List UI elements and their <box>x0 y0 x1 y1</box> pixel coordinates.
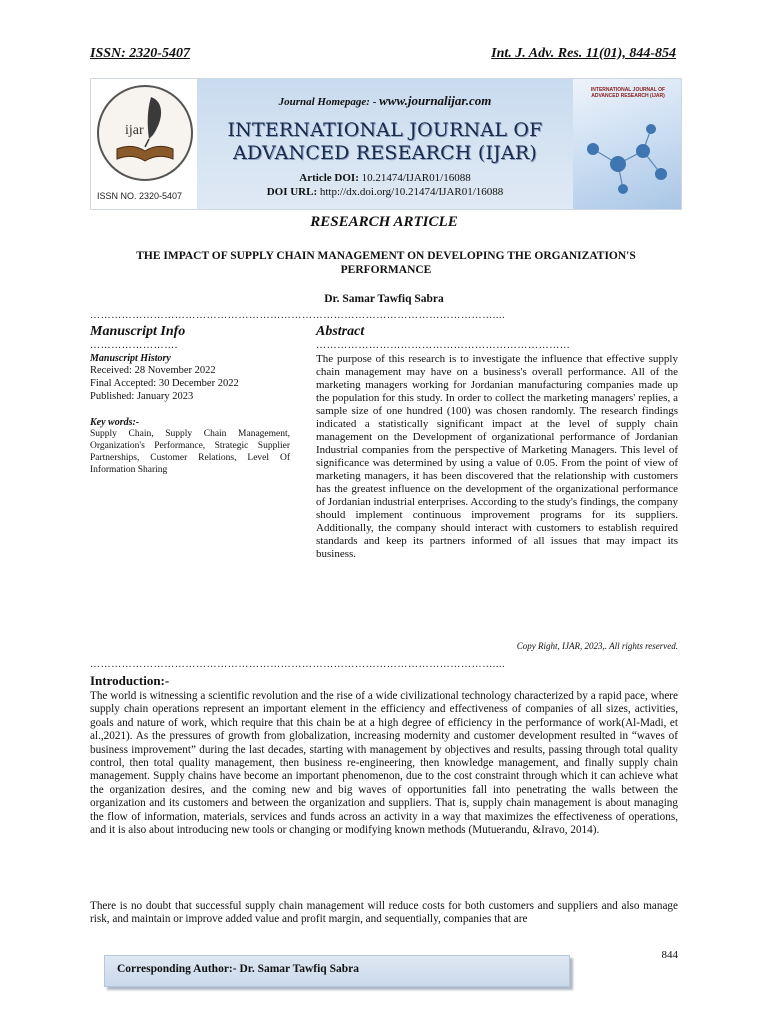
doi-url-link[interactable]: http://dx.doi.org/10.21474/IJAR01/16088 <box>319 186 504 198</box>
journal-banner <box>90 78 682 210</box>
homepage-label: Journal Homepage: - <box>278 96 377 108</box>
manuscript-info <box>90 324 290 476</box>
journal-homepage <box>197 93 573 109</box>
journal-title-line2: ADVANCED RESEARCH (IJAR) <box>232 142 538 164</box>
journal-cover-image <box>573 79 681 209</box>
author-name: Dr. Samar Tawfiq Sabra <box>324 293 444 305</box>
banner-center <box>197 79 573 209</box>
received-date: Received: 28 November 2022 <box>90 365 216 376</box>
doi-block <box>197 171 573 199</box>
journal-title <box>197 119 573 165</box>
page-number: 844 <box>661 949 678 961</box>
abstract-heading: Abstract <box>316 324 365 339</box>
separator-top: …………………………………………………………………………………………………….... <box>90 310 506 321</box>
corresponding-author: Corresponding Author:- Dr. Samar Tawfiq Sabra <box>117 963 359 975</box>
keywords-label: Key words:- <box>90 417 140 428</box>
article-type: RESEARCH ARTICLE <box>310 214 458 230</box>
running-header <box>90 46 676 66</box>
quill-book-icon <box>99 87 191 179</box>
keywords-text: Supply Chain, Supply Chain Management, Organization's Performance, Strategic Supplier Partnerships, Customer Relations, Level Of Information Sharing <box>90 429 290 475</box>
issn-text: ISSN: 2320-5407 <box>90 46 190 61</box>
introduction-paragraph-1: The world is witnessing a scientific revolution and the rise of a wide civilizational technology characterized by a rapid pace, where supply chain operations represent an important element in the efficiency and effectiveness of companies of all sizes, activities, goals and nature of work, which require that this chain be at a high degree of efficiency in the performance of work(Al-Madi, et al.,2021). As the pressures of growth from globalization, increasing modernity and customer development resulted in “waves of business improvement” during the last decades, starting with management by objectives and results, passing through total quality control, then total quality management, then business re-engineering, then knowledge management, and finally supply chain management. Supply chains have become an important phenomenon, due to the cost constraint through which it can achieve what the organization desires, and the coming new and big waves of opportunities fall into penetrating the walls between the organization and its customers and between the organization and suppliers. That is, supply chain management is about managing the flow of information, materials, services and funds across an activity in a way that maximizes the effectiveness of operations, and it is also about introducing new tools or changing or modifying known methods (Mutuerandu, &Iravo, 2014). <box>90 690 678 837</box>
doi-url-label: DOI URL: <box>266 186 318 198</box>
journal-logo <box>91 79 197 209</box>
abstract-dots: ……………………………………………………………… <box>316 340 571 351</box>
cover-title: INTERNATIONAL JOURNAL OF ADVANCED RESEARCH (IJAR) <box>590 87 666 99</box>
introduction-heading: Introduction:- <box>90 673 170 688</box>
manuscript-dots: ……………………. <box>90 340 178 351</box>
molecule-icon <box>573 79 681 209</box>
paper-title: THE IMPACT OF SUPPLY CHAIN MANAGEMENT ON DEVELOPING THE ORGANIZATION'S PERFORMANCE <box>136 250 636 276</box>
article-doi-label: Article DOI: <box>299 172 359 184</box>
abstract-text: The purpose of this research is to investigate the influence that effective supply chain management may have on a business's overall performance. All of the marketing managers working for Jordanian manufacturing companies made up the population for this study. In order to collect the marketing managers' replies, a sample size of one hundred (100) was chosen randomly. The research findings indicated a statistically significant impact at the level of supply chain management on the Development of organizational performance of Jordanian Industrial companies from the perspective of Marketing Managers. This level of significance was determined by using a value of 0.05. From the point of view of marketing managers, it has been discovered that the relationship with customers has the greatest influence on the development of the organizational performance of Jordanian industrial enterprises. According to the study's findings, the company should implement continuous improvement programs for its suppliers. Additionally, the company should interact with customers to establish required standards and keep its partners informed of all issues that may impact its business. <box>316 353 678 560</box>
abstract-section <box>316 324 678 561</box>
corresponding-author-box <box>104 955 570 987</box>
homepage-link[interactable]: www.journalijar.com <box>379 93 492 108</box>
logo-text: ijar <box>125 123 144 138</box>
citation-text: Int. J. Adv. Res. 11(01), 844-854 <box>491 46 676 61</box>
logo-seal <box>97 85 193 181</box>
copyright-notice: Copy Right, IJAR, 2023,. All rights reserved. <box>516 641 678 651</box>
accepted-date: Final Accepted: 30 December 2022 <box>90 378 239 389</box>
article-doi: 10.21474/IJAR01/16088 <box>361 172 471 184</box>
introduction-paragraph-2: There is no doubt that successful supply chain management will reduce costs for both customers and suppliers and also manage risk, and maintain or improve added value and profit margin, and sequentially, companies that are <box>90 900 678 926</box>
published-date: Published: January 2023 <box>90 391 194 402</box>
manuscript-info-heading: Manuscript Info <box>90 324 186 339</box>
journal-title-line1: INTERNATIONAL JOURNAL OF <box>227 119 543 141</box>
manuscript-history-label: Manuscript History <box>90 353 171 364</box>
separator-bottom: …………………………………………………………………………………………………….... <box>90 659 506 670</box>
logo-issn: ISSN NO. 2320-5407 <box>97 191 183 201</box>
